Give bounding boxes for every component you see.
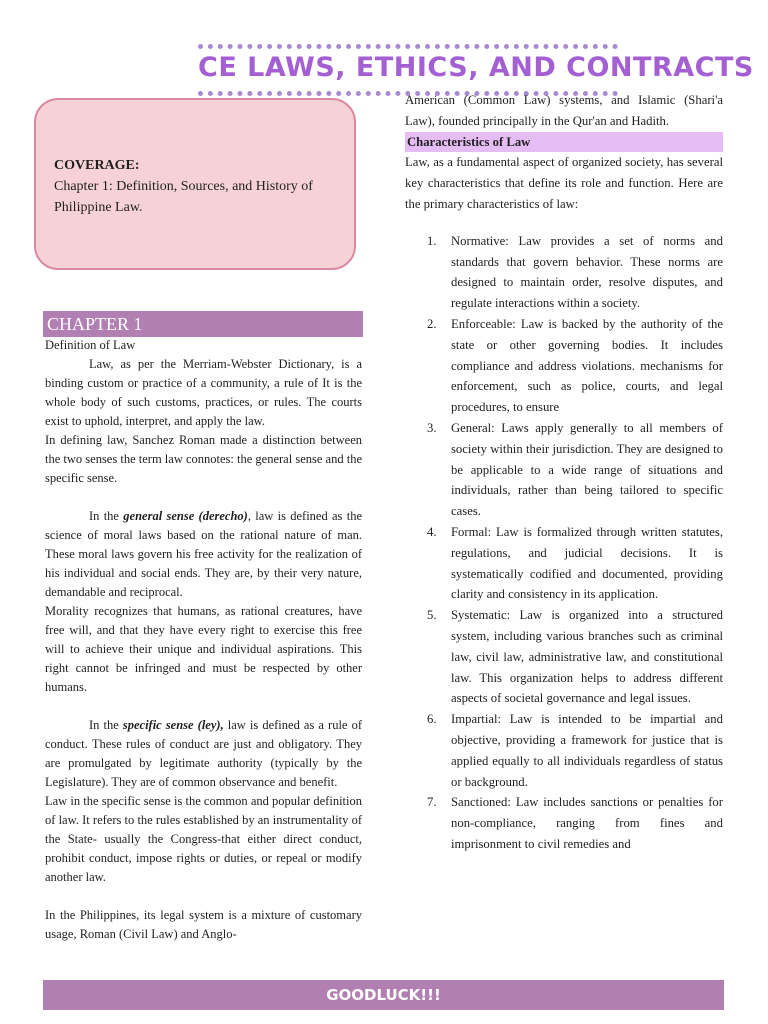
- coverage-text: Chapter 1: Definition, Sources, and History of Philippine Law.: [54, 179, 313, 215]
- paragraph: Morality recognizes that humans, as rational creatures, have free will, and that they have every right to exercise this free will to achieve their unique and individual aspirations. This right cannot be infringed and must be respected by other humans.: [45, 604, 362, 694]
- list-item: [405, 314, 723, 418]
- page-title: CE LAWS, ETHICS, AND CONTRACTS: [198, 52, 754, 83]
- paragraph: Law, as a fundamental aspect of organized society, has several key characteristics that define its role and function. Here are the primary characteristics of law:: [405, 155, 723, 211]
- list-number: 1.: [427, 233, 437, 248]
- list-item: [405, 792, 723, 854]
- text-run: law is defined as a rule of conduct. These rules of conduct are just and obligatory. They are promulgated by legitimate authority (typically by the Legislature). They are of common observance and benefit.: [45, 718, 362, 789]
- list-item: [405, 231, 723, 314]
- list-text: Normative: Law provides a set of norms and standards that govern behavior. These norms are designed to maintain order, resolve disputes, and regulate interactions within a society.: [451, 233, 723, 311]
- list-item: [405, 605, 723, 709]
- list-number: 6.: [427, 712, 437, 727]
- paragraph: Law, as per the Merriam-Webster Dictionary, is a binding custom or practice of a community, a rule of It is the whole body of such customs, practices, or rules. The courts exist to uphold, interpret, and apply the law.: [45, 357, 362, 428]
- text-run: , law is defined as the science of moral laws based on the rational nature of man. These moral laws govern his free activity for the realization of his individual and social ends. They are, by their very nature, demandable and reciprocal.: [45, 509, 362, 599]
- paragraph: In the Philippines, its legal system is a mixture of customary usage, Roman (Civil Law) and Anglo-: [45, 908, 362, 941]
- term-general-sense: general sense (derecho): [123, 509, 248, 523]
- list-number: 2.: [427, 316, 437, 331]
- list-number: 7.: [427, 795, 437, 810]
- list-item: [405, 709, 723, 792]
- list-text: Systematic: Law is organized into a structured system, including various branches such as criminal law, civil law, administrative law, and constitutional law. This organization helps to address different aspects of societal governance and legal issues.: [451, 608, 723, 706]
- list-number: 5.: [427, 608, 437, 623]
- paragraph: American (Common Law) systems, and Islamic (Shari'a Law), founded principally in the Qur'an and Hadith.: [405, 93, 723, 128]
- text-run: In the: [89, 509, 124, 523]
- coverage-box: [34, 98, 356, 270]
- characteristics-heading: Characteristics of Law: [405, 132, 723, 153]
- term-specific-sense: specific sense (ley),: [122, 718, 224, 732]
- characteristics-list: [405, 231, 723, 855]
- paragraph-general-sense: [45, 507, 362, 602]
- list-item: [405, 522, 723, 605]
- paragraph: Law in the specific sense is the common and popular definition of law. It refers to the rules established by an instrumentality of the State- usually the Congress-that either direct conduct, prohibit conduct, impose rights or duties, or repeal or modify another law.: [45, 794, 362, 884]
- chapter-heading: CHAPTER 1: [43, 311, 363, 337]
- footer-banner: GOODLUCK!!!: [43, 980, 724, 1010]
- left-column: [45, 336, 362, 944]
- list-text: Formal: Law is formalized through written statutes, regulations, and judicial decisions. It is systematically codified and documented, providing clarity and consistency in its application.: [451, 524, 723, 602]
- coverage-heading: COVERAGE:: [54, 158, 140, 173]
- list-number: 3.: [427, 420, 437, 435]
- paragraph: In defining law, Sanchez Roman made a distinction between the two senses the term law connotes: the general sense and the specific sense.: [45, 433, 362, 485]
- list-text: Enforceable: Law is backed by the authority of the state or other governing bodies. It includes compliance and address violations. mechanisms for enforcement, such as police, courts, and legal procedures, to ensure: [451, 316, 723, 415]
- list-text: General: Laws apply generally to all members of society within their jurisdiction. They are designed to be applicable to a wide range of situations and individuals, rather than being tailored to specific cases.: [451, 420, 723, 519]
- list-item: [405, 418, 723, 522]
- title-banner: [198, 44, 754, 96]
- definition-heading: Definition of Law: [45, 338, 136, 352]
- text-run: In the: [89, 718, 123, 732]
- paragraph-specific-sense: [45, 716, 362, 792]
- list-text: Impartial: Law is intended to be impartial and objective, providing a framework for justice that is applied equally to all individuals regardless of status or background.: [451, 712, 723, 789]
- list-text: Sanctioned: Law includes sanctions or penalties for non-compliance, ranging from fines and imprisonment to civil remedies and: [451, 795, 723, 851]
- right-column: [405, 90, 723, 855]
- list-number: 4.: [427, 524, 437, 539]
